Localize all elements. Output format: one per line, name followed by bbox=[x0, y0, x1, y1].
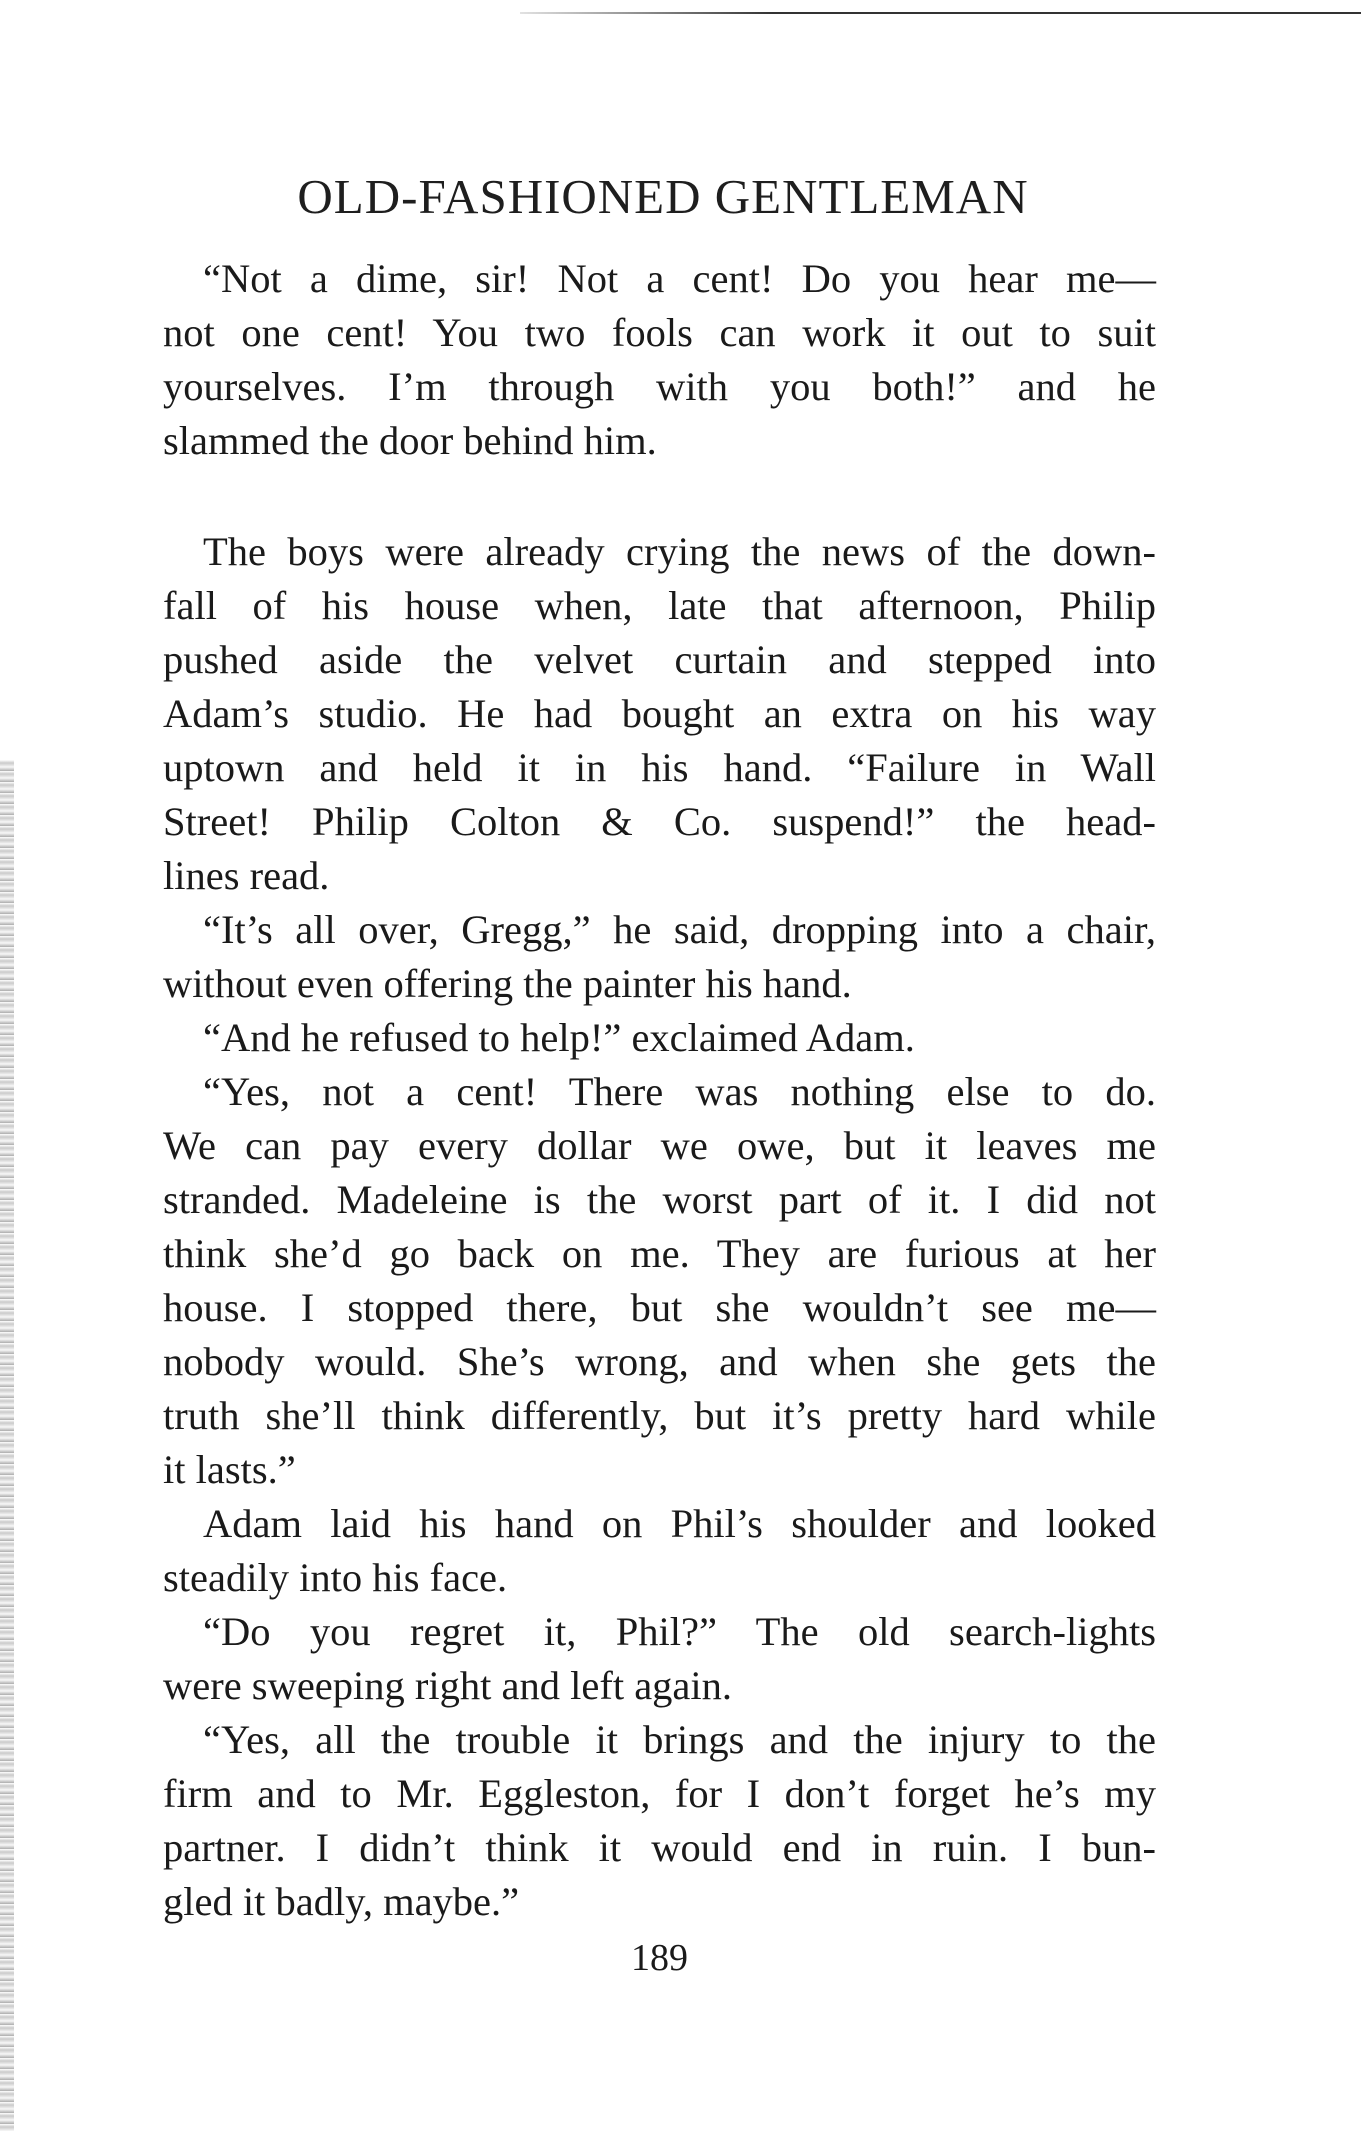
text-line: fall of his house when, late that afternoon, Philip bbox=[163, 583, 1156, 628]
paragraph-1 bbox=[163, 252, 1156, 468]
text-line: slammed the door behind him. bbox=[163, 418, 657, 463]
text-line: truth she’ll think differently, but it’s pretty hard while bbox=[163, 1393, 1156, 1438]
text-line: without even offering the painter his hand. bbox=[163, 961, 852, 1006]
text-line: think she’d go back on me. They are furious at her bbox=[163, 1231, 1156, 1276]
text-line: stranded. Madeleine is the worst part of it. I did not bbox=[163, 1177, 1156, 1222]
text-line: house. I stopped there, but she wouldn’t see me— bbox=[163, 1285, 1156, 1330]
text-line: “Not a dime, sir! Not a cent! Do you hear me— bbox=[203, 256, 1156, 301]
text-line: “Do you regret it, Phil?” The old search-lights bbox=[203, 1609, 1156, 1654]
paragraph-2 bbox=[163, 525, 1156, 1929]
text-line: The boys were already crying the news of the down- bbox=[203, 529, 1156, 574]
top-rule bbox=[520, 12, 1361, 14]
text-line: Adam laid his hand on Phil’s shoulder and looked bbox=[203, 1501, 1156, 1546]
text-line: gled it badly, maybe.” bbox=[163, 1879, 520, 1924]
page-number: 189 bbox=[631, 1937, 688, 1979]
text-line: partner. I didn’t think it would end in ruin. I bun- bbox=[163, 1825, 1156, 1870]
text-line: Adam’s studio. He had bought an extra on his way bbox=[163, 691, 1156, 736]
text-line: “It’s all over, Gregg,” he said, dropping into a chair, bbox=[203, 907, 1156, 952]
text-line: steadily into his face. bbox=[163, 1555, 508, 1600]
text-line: lines read. bbox=[163, 853, 330, 898]
page-edge-shadow bbox=[0, 760, 14, 2131]
text-line: “Yes, all the trouble it brings and the injury to the bbox=[203, 1717, 1156, 1762]
text-line: were sweeping right and left again. bbox=[163, 1663, 733, 1708]
text-line: uptown and held it in his hand. “Failure in Wall bbox=[163, 745, 1156, 790]
text-line: pushed aside the velvet curtain and stepped into bbox=[163, 637, 1156, 682]
running-head: OLD-FASHIONED GENTLEMAN bbox=[297, 169, 1029, 224]
text-line: We can pay every dollar we owe, but it leaves me bbox=[163, 1123, 1156, 1168]
text-line: yourselves. I’m through with you both!” and he bbox=[163, 364, 1156, 409]
text-line: nobody would. She’s wrong, and when she gets the bbox=[163, 1339, 1156, 1384]
text-line: “And he refused to help!” exclaimed Adam. bbox=[203, 1015, 915, 1060]
text-line: it lasts.” bbox=[163, 1447, 296, 1492]
text-line: “Yes, not a cent! There was nothing else to do. bbox=[203, 1069, 1156, 1114]
text-line: Street! Philip Colton & Co. suspend!” the head- bbox=[163, 799, 1156, 844]
text-line: firm and to Mr. Eggleston, for I don’t forget he’s my bbox=[163, 1771, 1156, 1816]
text-line: not one cent! You two fools can work it out to suit bbox=[163, 310, 1156, 355]
